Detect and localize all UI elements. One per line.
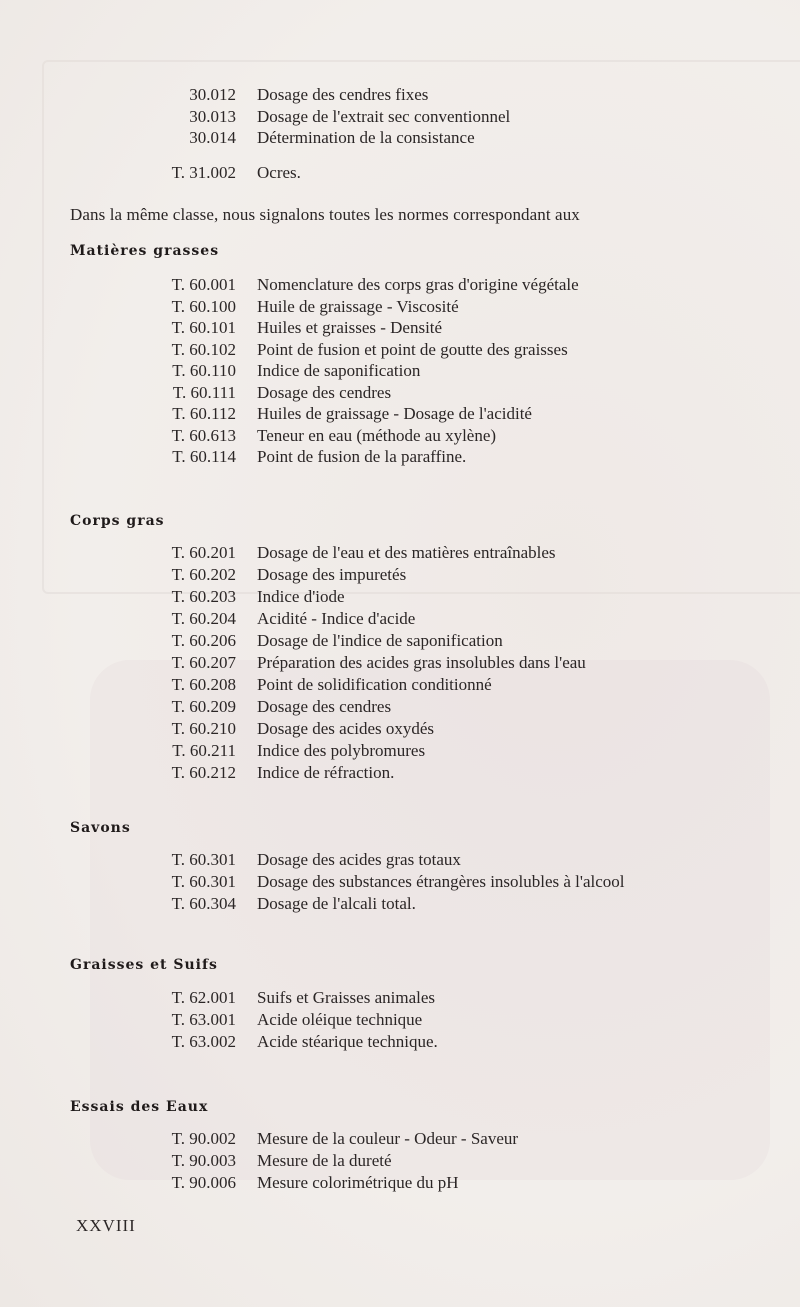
norm-code: T. 60.102 (171, 339, 236, 359)
norm-label: Ocres. (257, 163, 301, 182)
list-item (0, 564, 800, 586)
list-item (0, 586, 800, 608)
list-item (0, 106, 800, 128)
norm-code: T. 60.613 (171, 425, 236, 445)
intro-paragraph: Dans la même classe, nous signalons toutes les normes correspondant aux (70, 205, 580, 224)
norm-label: Dosage des cendres (257, 697, 392, 716)
norm-label: Dosage des cendres fixes (257, 85, 429, 104)
norm-label: Point de fusion de la paraffine. (257, 447, 467, 466)
list-item (0, 425, 800, 447)
norm-code: 30.012 (189, 85, 236, 104)
list-item (0, 274, 800, 296)
page-number: XXVIII (76, 1216, 136, 1235)
section-heading-essais-des-eaux: Essais des Eaux (70, 1099, 209, 1115)
list-item (0, 1150, 800, 1172)
norm-code: T. 60.111 (172, 382, 236, 402)
norm-code: T. 60.101 (171, 318, 236, 337)
norm-code: T. 60.208 (171, 675, 236, 694)
norm-code: T. 60.203 (171, 587, 236, 606)
list-item (0, 696, 800, 718)
list-item (0, 162, 800, 184)
list-item (0, 608, 800, 630)
norm-label: Dosage de l'eau et des matières entraînables (257, 543, 556, 562)
section-heading-corps-gras: Corps gras (70, 513, 165, 529)
list-item (0, 360, 800, 382)
list-item (0, 1009, 800, 1031)
norm-label: Mesure de la dureté (257, 1151, 392, 1170)
norm-code: T. 60.100 (171, 296, 236, 316)
list-item (0, 84, 800, 106)
list-item (0, 630, 800, 652)
norm-label: Huile de graissage - Viscosité (257, 296, 459, 316)
norm-label: Mesure colorimétrique du pH (257, 1173, 459, 1192)
list-item (0, 718, 800, 740)
list-item (0, 849, 800, 871)
norm-code: 30.014 (189, 128, 236, 147)
section-heading-savons: Savons (70, 820, 131, 836)
norm-label: Indice des polybromures (257, 741, 426, 760)
list-item (0, 403, 800, 425)
list-item (0, 446, 800, 468)
list-item (0, 296, 800, 318)
list-item (0, 1172, 800, 1194)
norm-code: T. 62.001 (171, 988, 236, 1007)
norm-label: Dosage des cendres (257, 382, 392, 402)
section-heading-matieres-grasses: Matières grasses (70, 243, 220, 259)
norm-code: T. 60.212 (171, 763, 236, 782)
norm-label: Acide stéarique technique. (257, 1032, 438, 1051)
norm-label: Suifs et Graisses animales (257, 988, 435, 1007)
list-item (0, 542, 800, 564)
norm-label: Indice d'iode (257, 587, 345, 606)
norm-label: Dosage de l'indice de saponification (257, 631, 503, 650)
norm-code: T. 90.006 (171, 1173, 236, 1192)
norm-code: T. 90.003 (171, 1151, 236, 1170)
norm-code: T. 63.001 (171, 1010, 236, 1029)
norm-label: Indice de saponification (257, 361, 421, 380)
list-item (0, 674, 800, 696)
norm-label: Mesure de la couleur - Odeur - Saveur (257, 1129, 519, 1148)
norm-code: T. 60.202 (171, 565, 236, 584)
list-item (0, 987, 800, 1009)
norm-code: T. 60.301 (171, 850, 236, 869)
norm-label: Dosage des substances étrangères insolubles à l'alcool (257, 872, 625, 891)
section-heading-graisses-et-suifs: Graisses et Suifs (70, 957, 218, 973)
norm-code: T. 60.210 (171, 719, 236, 738)
norm-label: Dosage des acides gras totaux (257, 850, 461, 869)
norm-label: Préparation des acides gras insolubles dans l'eau (257, 653, 586, 672)
list-item (0, 127, 800, 149)
norm-label: Nomenclature des corps gras d'origine végétale (257, 275, 579, 294)
norm-label: Acide oléique technique (257, 1010, 423, 1029)
norm-code: T. 60.114 (172, 447, 236, 466)
norm-label: Point de fusion et point de goutte des graisses (257, 339, 568, 359)
norm-label: Acidité - Indice d'acide (257, 609, 416, 628)
norm-code: T. 31.002 (171, 163, 236, 182)
list-item (0, 339, 800, 361)
norm-code: T. 60.209 (171, 697, 236, 716)
norm-label: Dosage de l'alcali total. (257, 894, 416, 913)
norm-code: T. 60.112 (172, 404, 236, 423)
norm-label: Détermination de la consistance (257, 128, 475, 147)
norm-code: T. 63.002 (171, 1032, 236, 1051)
norm-code: T. 60.001 (171, 275, 236, 294)
norm-label: Point de solidification conditionné (257, 675, 492, 694)
norm-label: Dosage des acides oxydés (257, 719, 435, 738)
norm-code: T. 60.110 (172, 361, 236, 380)
list-item (0, 1031, 800, 1053)
norm-code: T. 90.002 (171, 1129, 236, 1148)
norm-code: T. 60.207 (171, 653, 236, 672)
list-item (0, 652, 800, 674)
list-item (0, 762, 800, 784)
list-item (0, 893, 800, 915)
norm-label: Indice de réfraction. (257, 763, 395, 782)
norm-label: Huiles de graissage - Dosage de l'acidité (257, 404, 532, 423)
norm-code: 30.013 (189, 107, 236, 126)
list-item (0, 382, 800, 404)
norm-code: T. 60.211 (172, 741, 236, 760)
list-item (0, 1128, 800, 1150)
norm-code: T. 60.206 (171, 631, 236, 650)
norm-label: Dosage de l'extrait sec conventionnel (257, 107, 511, 126)
norm-label: Dosage des impuretés (257, 565, 407, 584)
list-item (0, 871, 800, 893)
norm-label: Huiles et graisses - Densité (257, 318, 443, 337)
norm-code: T. 60.301 (171, 872, 236, 891)
norm-code: T. 60.204 (171, 609, 236, 628)
list-item (0, 740, 800, 762)
list-item (0, 317, 800, 339)
norm-label: Teneur en eau (méthode au xylène) (257, 425, 497, 445)
norm-code: T. 60.201 (171, 543, 236, 562)
norm-code: T. 60.304 (171, 894, 236, 913)
